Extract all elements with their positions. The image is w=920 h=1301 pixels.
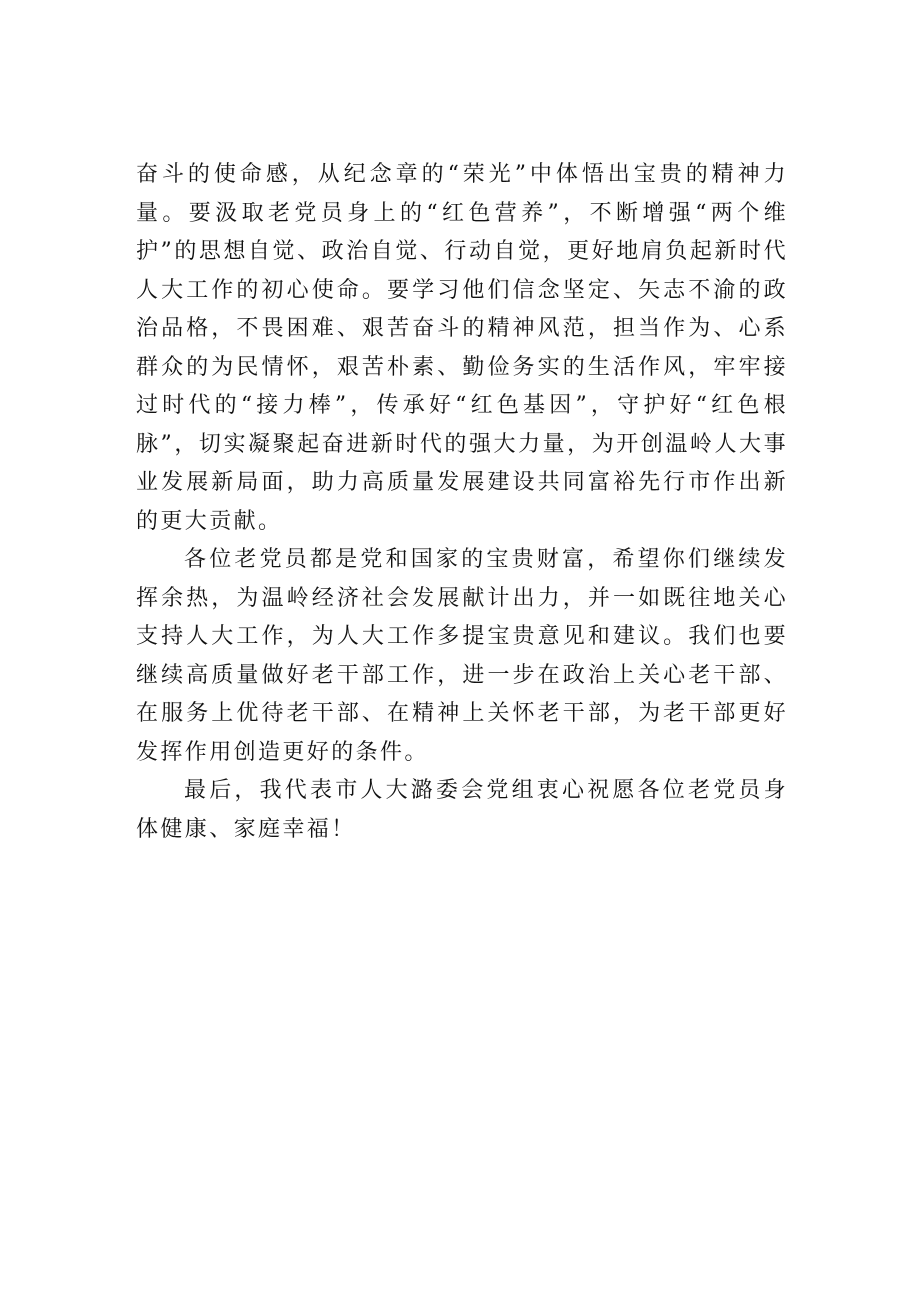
paragraph-closing: 最后，我代表市人大潞委会党组衷心祝愿各位老党员身体健康、家庭幸福！ [136,778,788,842]
paragraph-hope: 各位老党员都是党和国家的宝贵财富，希望你们继续发挥余热，为温岭经济社会发展献计出力，并一如既往地关心支持人大工作，为人大工作多提宝贵意见和建议。我们也要继续高质量做好老干部工作，进一步在政治上关心老干部、在服务上优待老干部、在精神上关怀老干部，为老干部更好发挥作用创造更好的条件。 [136,547,788,765]
paragraph-continuation: 奋斗的使命感，从纪念章的“荣光”中体悟出宝贵的精神力量。要汲取老党员身上的“红色营养”，不断增强“两个维护”的思想自觉、政治自觉、行动自觉，更好地肩负起新时代人大工作的初心使命。要学习他们信念坚定、矢志不渝的政治品格，不畏困难、艰苦奋斗的精神风范，担当作为、心系群众的为民情怀，艰苦朴素、勤俭务实的生活作风，牢牢接过时代的“接力棒”，传承好“红色基因”，守护好“红色根脉”，切实凝聚起奋进新时代的强大力量，为开创温岭人大事业发展新局面，助力高质量发展建设共同富裕先行市作出新的更大贡献。 [136,162,788,534]
document-body [136,156,788,849]
